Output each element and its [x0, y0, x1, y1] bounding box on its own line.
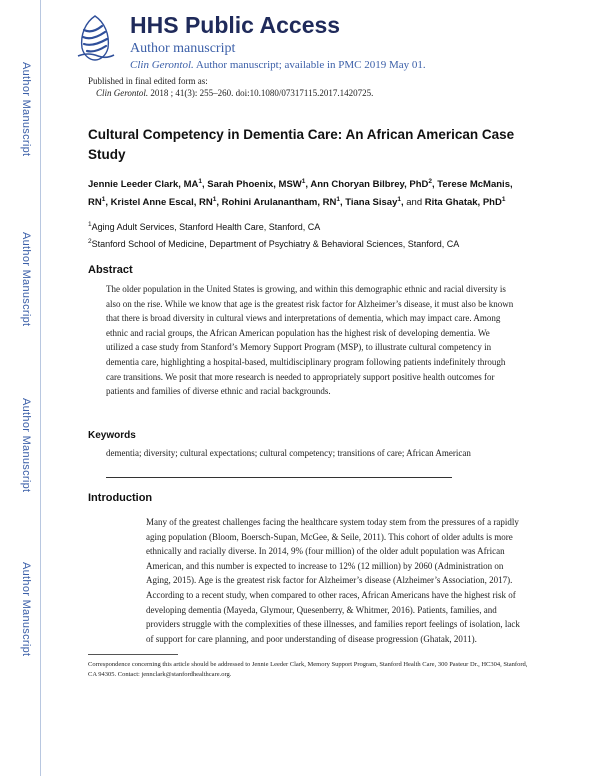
author-name: Jennie Leeder Clark, MA	[88, 179, 199, 191]
correspondence-footnote: Correspondence concerning this article should be addressed to Jennie Leeder Clark, Memory Support Program, Stanford Health Care, 300 Pasteur Dr., HC304, Stanford, CA 94305. Contact: jennclark@stanfordhealthcare.org.	[88, 661, 528, 678]
author-and-word: and	[406, 197, 423, 209]
author-list: Jennie Leeder Clark, $MA^1$, Sarah Phoenix, MSW$^1$, Ann Choryan Bilbrey, PhD$^2$, Terese McManis, $RN^1$, Kristel Anne Escal, $RN^1$, Rohini Arulanantham, $RN^1$, Tiana Sisay$^1$, and Rita Ghatak, PhD$^1$	[88, 178, 513, 209]
keywords-divider	[106, 477, 452, 478]
citation-journal: Clin Gerontol.	[96, 88, 149, 98]
author-name: Sarah Phoenix, MSW	[207, 179, 302, 191]
citation-details: 2018 ; 41(3): 255–260. doi:10.1080/07317115.2017.1420725.	[150, 88, 374, 98]
footnote-divider	[88, 654, 178, 655]
affiliation-1	[88, 221, 320, 232]
header-title: HHS Public Access	[130, 12, 341, 38]
sidebar-label: Author Manuscript	[20, 232, 32, 327]
affiliation-text: Aging Adult Services, Stanford Health Care, Stanford, CA	[91, 222, 321, 232]
affiliation-number: 1	[88, 221, 92, 228]
sidebar-label: Author Manuscript	[20, 62, 32, 157]
keywords-heading: Keywords	[88, 430, 136, 441]
sidebar-label: Author Manuscript	[20, 398, 32, 493]
author-name: Kristel Anne Escal, RN	[110, 197, 213, 209]
author-name: Tiana Sisay	[345, 197, 398, 209]
affiliation-number: 2	[88, 238, 92, 245]
author-affiliation-marker: 1	[336, 196, 340, 204]
sidebar-divider	[40, 0, 41, 776]
author-affiliation-marker: 1	[198, 178, 202, 185]
introduction-text: Many of the greatest challenges facing the healthcare system today stem from the pressures of a rapidly aging population (Bloom, Boersch-Supan, McGee, & Seile, 2011). This cohort of older adults is more ethnically and racially diverse. In 2014, 9% (four million) of the older adult population was African American, and this number is expected to increase to 12% (12 million) by 2060 (Administration on Aging, 2015). Age is the greatest risk factor for Alzheimer’s disease (Alzheimer’s Association, 2017). According to a recent study, when compared to other races, African Americans have the highest risk of developing dementia (Mayeda, Glymour, Quesenberry, & Whitmer, 2016). Patients, families, and providers struggle with the complexities of these illnesses, and families report feelings of isolation, lack of support for care planning, and poor understanding of disease progression (Ghatak, 2011).	[146, 517, 520, 644]
author-name: Terese McManis, RN	[88, 179, 513, 209]
header-journal-name: Clin Gerontol.	[130, 59, 194, 71]
abstract-heading: Abstract	[88, 264, 133, 276]
abstract-text: The older population in the United States is growing, and within this demographic ethnic and racial diversity is also on the rise. While we know that age is the greatest risk factor for Alzheimer’s disease, it must also be known that there is broad diversity in cultural views and interpretations of dementia, which may impact care. Among ethnic and racial groups, the African American population has the highest risk of developing dementia. We utilized a case study from Stanford’s Memory Support Program (MSP), to illustrate cultural competency in dementia care, highlighting a hospital-based, multidisciplinary program following patients indefinitely through care transitions. We posit that more research is needed to appropriately support positive health outcomes for patients and families of diverse ethnic and racial backgrounds.	[106, 284, 514, 397]
author-name: Rohini Arulanantham, RN	[221, 197, 337, 209]
hhs-eagle-logo-icon	[72, 12, 118, 64]
author-name: Rita Ghatak, PhD	[424, 197, 502, 209]
keywords-text: dementia; diversity; cultural expectations; cultural competency; transitions of care; African American	[106, 448, 471, 458]
publication-citation	[96, 88, 373, 98]
author-affiliation-marker: 1	[501, 196, 506, 204]
sidebar-label: Author Manuscript	[20, 562, 32, 657]
header-journal-line	[130, 59, 426, 71]
published-note: Published in final edited form as:	[88, 76, 208, 86]
author-affiliation-marker: 1	[397, 196, 401, 204]
affiliation-text: Stanford School of Medicine, Department of Psychiatry & Behavioral Sciences, Stanford, CA	[91, 239, 460, 249]
author-name: Ann Choryan Bilbrey, PhD	[310, 179, 429, 191]
introduction-heading: Introduction	[88, 492, 153, 504]
article-title: Cultural Competency in Dementia Care: An African American Case Study	[88, 127, 515, 162]
author-affiliation-marker: 1	[101, 196, 106, 204]
header-availability: Author manuscript; available in PMC 2019 May 01.	[195, 59, 426, 71]
header-subtitle: Author manuscript	[130, 41, 236, 56]
author-affiliation-marker: 2	[428, 178, 433, 185]
affiliation-2	[88, 238, 459, 249]
author-affiliation-marker: 1	[212, 196, 217, 204]
author-affiliation-marker: 1	[301, 178, 306, 185]
